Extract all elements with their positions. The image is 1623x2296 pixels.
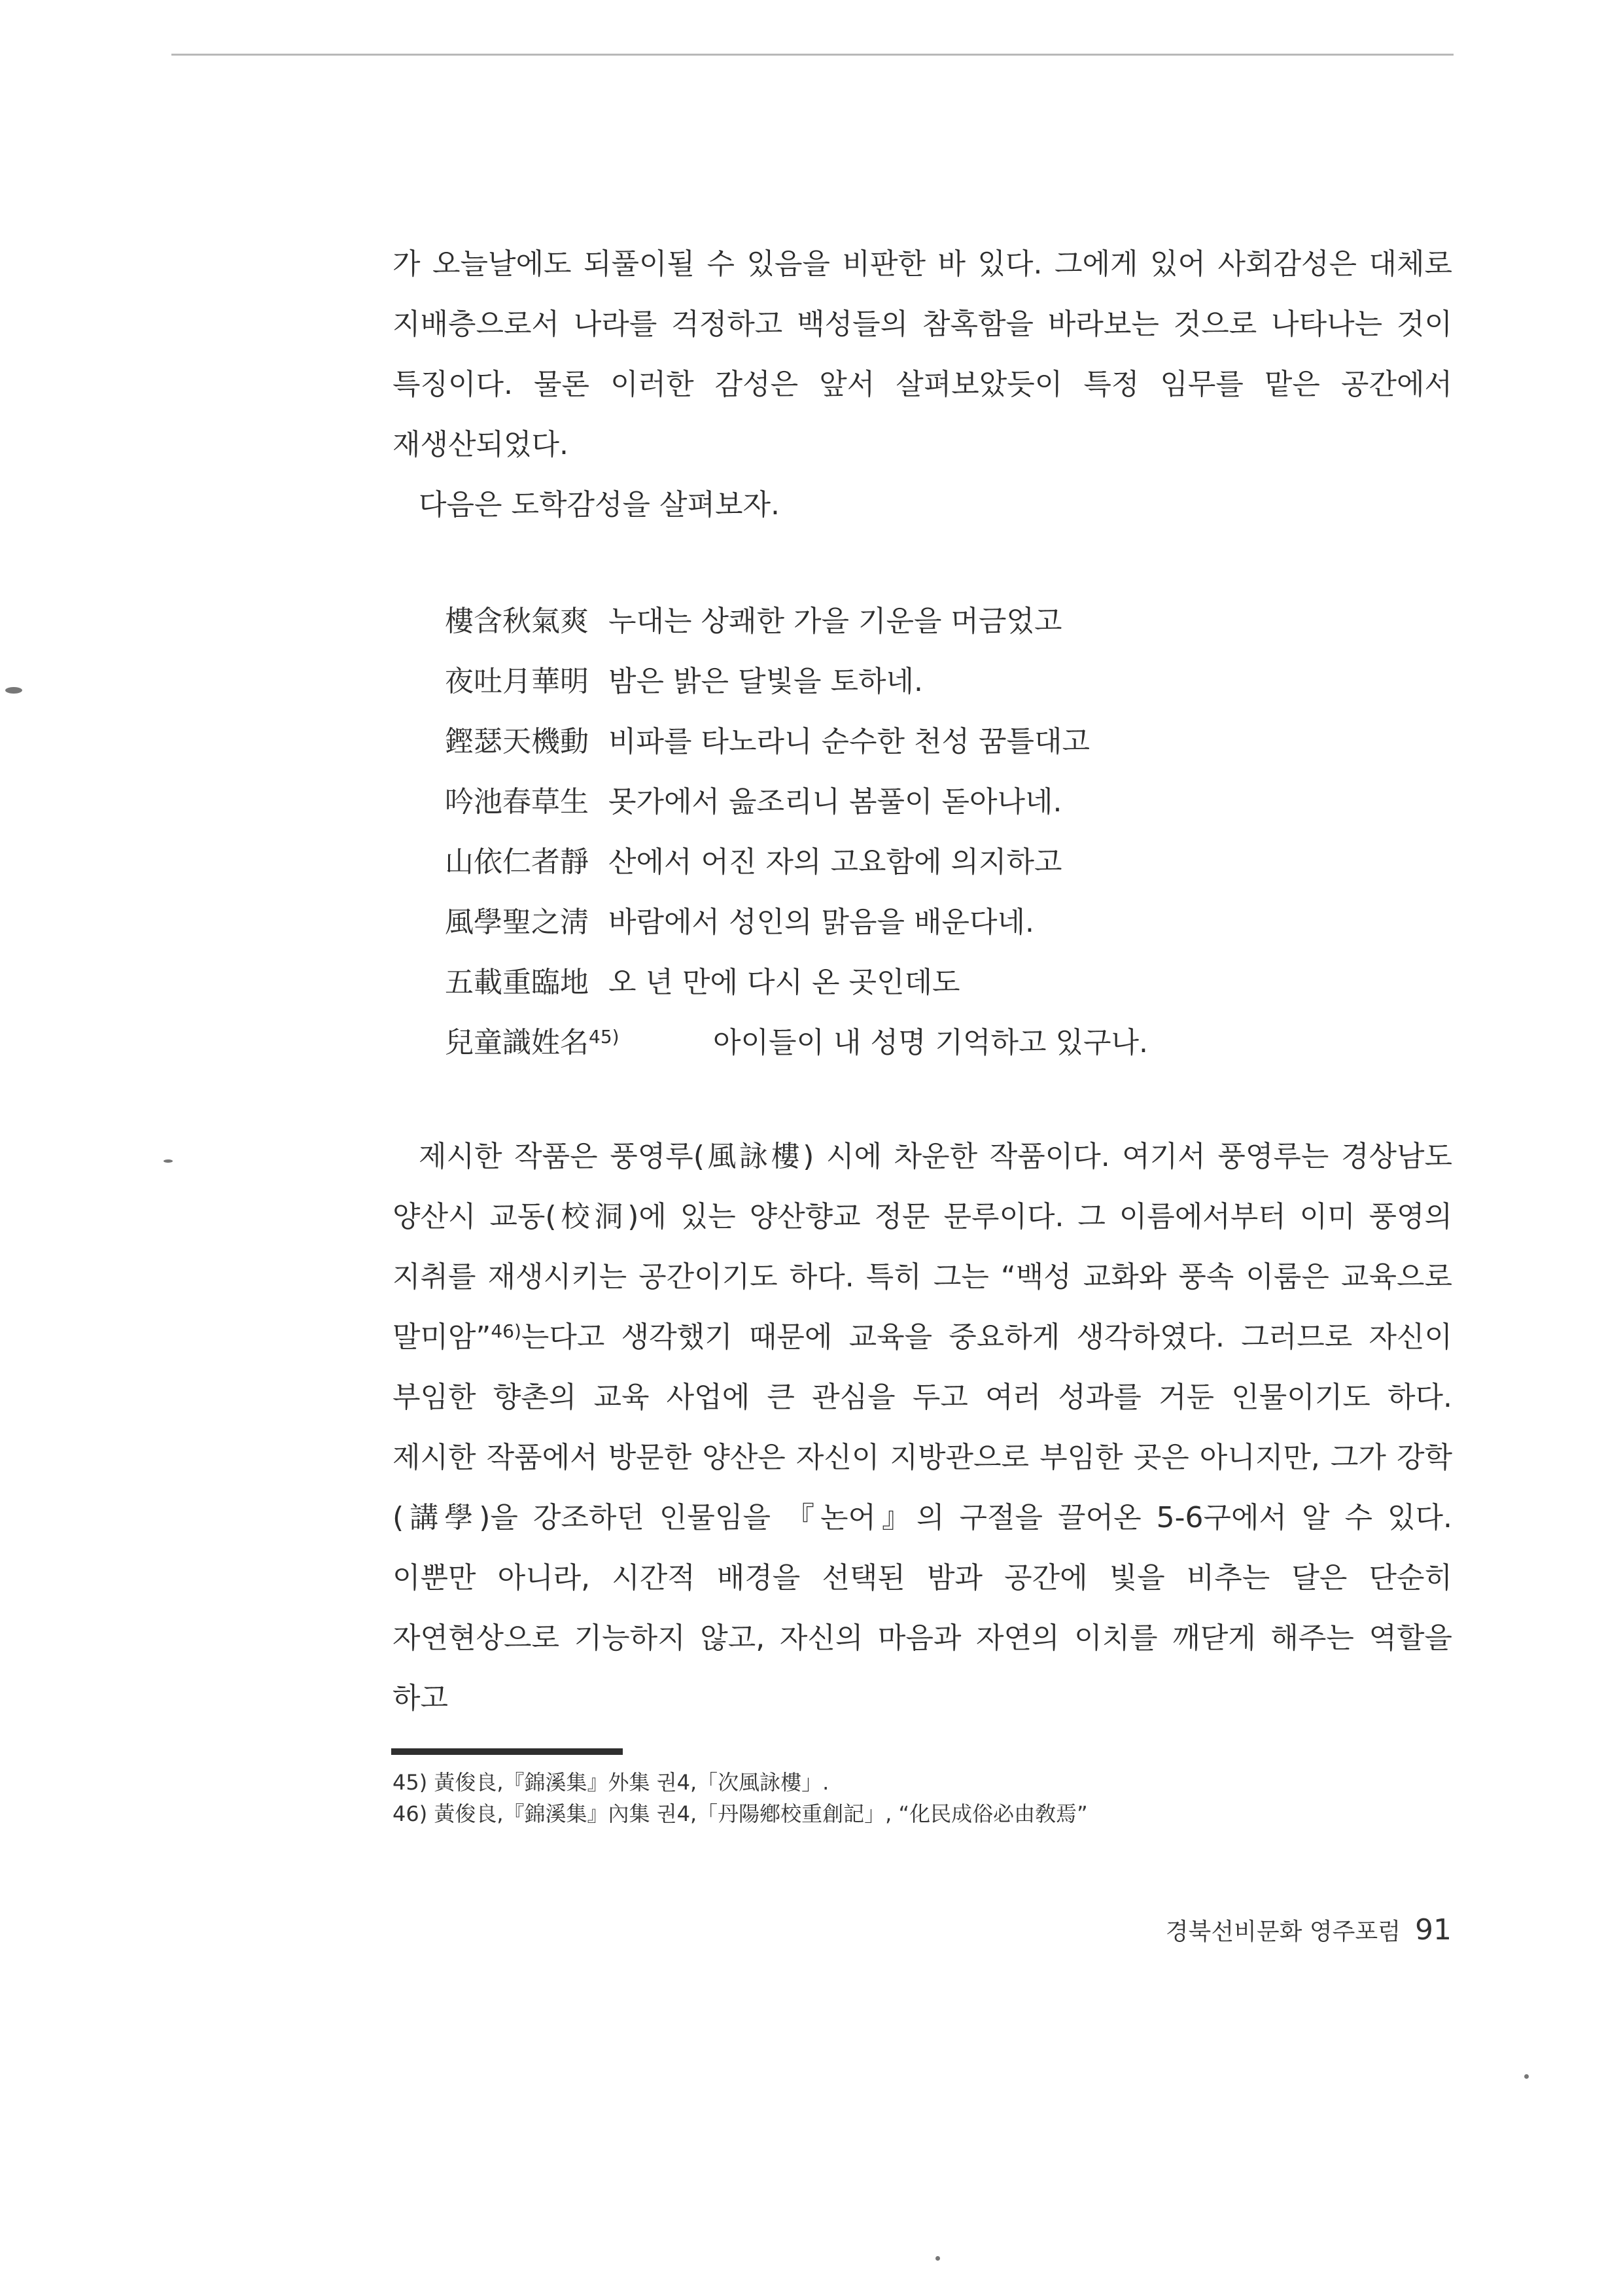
poem-translation: 누대는 상쾌한 가을 기운을 머금었고	[608, 605, 1062, 638]
poem-line	[445, 953, 1426, 1013]
paragraph-3-part-a: 제시한 작품은 풍영루(風詠樓) 시에 차운한 작품이다. 여기서 풍영루는 경상남도 양산시 교동(校洞)에 있는 양산향교 정문 문루이다. 그 이름에서부터 이미 풍영의 지취를 재생시키는 공간이기도 하다. 특히 그는 “백성 교화와 풍속 이룸은 교육으로 말미암”	[393, 1140, 1452, 1354]
poem-line	[445, 832, 1426, 892]
poem-translation: 바람에서 성인의 맑음을 배운다네.	[608, 906, 1034, 939]
poem-hanja-text: 兒童識姓名	[445, 1026, 589, 1059]
poem-translation: 오 년 만에 다시 온 곳인데도	[608, 966, 960, 999]
poem-block	[445, 592, 1426, 1073]
scan-speck	[164, 1159, 173, 1163]
paragraph-3-part-b: 는다고 생각했기 때문에 교육을 중요하게 생각하였다. 그러므로 자신이 부임한 향촌의 교육 사업에 큰 관심을 두고 여러 성과를 거둔 인물이기도 하다. 제시한 작품에서 방문한 양산은 자신이 지방관으로 부임한 곳은 아니지만, 그가 강학(講學)을 강조하던 인물임을 『논어』의 구절을 끌어온 5-6구에서 알 수 있다. 이뿐만 아니라, 시간적 배경을 선택된 밤과 공간에 빛을 비추는 달은 단순히 자연현상으로 기능하지 않고, 자신의 마음과 자연의 이치를 깨닫게 해주는 역할을 하고	[393, 1320, 1452, 1715]
poem-translation: 아이들이 내 성명 기억하고 있구나.	[713, 1026, 1148, 1059]
poem-hanja: 夜吐月華明	[445, 665, 589, 698]
poem-translation: 산에서 어진 자의 고요함에 의지하고	[608, 845, 1062, 879]
footnote-divider	[391, 1748, 623, 1755]
poem-hanja: 鏗瑟天機動	[445, 725, 589, 758]
poem-hanja: 風學聖之淸	[445, 906, 589, 939]
poem-hanja: 五載重臨地	[445, 966, 589, 999]
poem-line	[445, 592, 1426, 652]
poem-translation: 비파를 타노라니 순수한 천성 꿈틀대고	[608, 725, 1091, 758]
paragraph-2: 다음은 도학감성을 살펴보자.	[419, 488, 780, 521]
paragraph-1: 가 오늘날에도 되풀이될 수 있음을 비판한 바 있다. 그에게 있어 사회감성은 대체로 지배층으로서 나라를 걱정하고 백성들의 참혹함을 바라보는 것으로 나타나는 것이 특징이다. 물론 이러한 감성은 앞서 살펴보았듯이 특정 임무를 맡은 공간에서 재생산되었다.	[393, 247, 1452, 461]
poem-translation: 밤은 밝은 달빛을 토하네.	[608, 665, 923, 698]
footnote-ref-46[interactable]: 46)	[491, 1320, 521, 1342]
poem-hanja-with-footnote	[445, 1013, 713, 1073]
header-rule	[171, 54, 1454, 56]
footnote-ref-45[interactable]: 45)	[589, 1026, 620, 1048]
footnote-45: 45) 黃俊良,『錦溪集』外集 권4,「次風詠樓」.	[393, 1770, 829, 1795]
scan-speck	[5, 687, 22, 694]
poem-line	[445, 892, 1426, 953]
poem-line	[445, 772, 1426, 832]
publication-title: 경북선비문화 영주포럼	[1165, 1918, 1401, 1945]
page-footer	[1166, 1911, 1452, 1952]
poem-line	[445, 652, 1426, 712]
poem-translation: 못가에서 읊조리니 봄풀이 돋아나네.	[608, 785, 1062, 819]
page-number: 91	[1415, 1913, 1452, 1947]
poem-hanja: 吟池春草生	[445, 785, 589, 819]
footnotes	[393, 1767, 1452, 1829]
footnote-46: 46) 黃俊良,『錦溪集』內集 권4,「丹陽鄕校重創記」, “化民成俗必由敎焉”	[393, 1801, 1088, 1826]
poem-hanja: 樓含秋氣爽	[445, 605, 589, 638]
poem-line	[445, 1013, 1426, 1073]
scan-speck	[935, 2256, 940, 2261]
scan-speck	[1524, 2074, 1529, 2079]
poem-hanja: 山依仁者靜	[445, 845, 589, 879]
paragraph-3	[393, 1127, 1452, 1729]
poem-line	[445, 712, 1426, 772]
